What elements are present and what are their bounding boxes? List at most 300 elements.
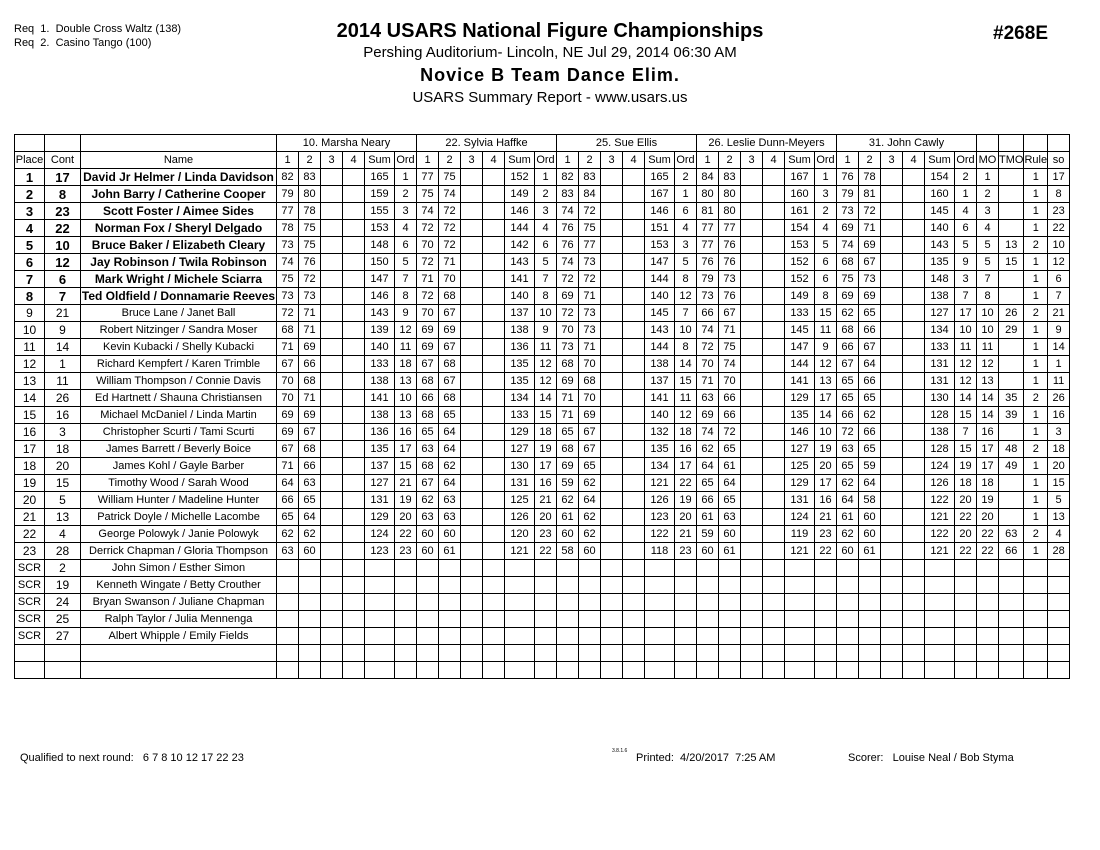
cell-score2-j3: 76 bbox=[719, 254, 741, 271]
cell-score2-j1: 74 bbox=[439, 186, 461, 203]
cell-rule: 1 bbox=[1024, 424, 1048, 441]
cell-name: Bryan Swanson / Juliane Chapman bbox=[81, 594, 277, 611]
cell-score1-j0: 82 bbox=[277, 169, 299, 186]
cell-score3-j2 bbox=[601, 645, 623, 662]
cell-score3-j2 bbox=[601, 458, 623, 475]
cell-sum-j2: 135 bbox=[645, 441, 675, 458]
cell-score1-j0: 67 bbox=[277, 441, 299, 458]
cell-ord-j4 bbox=[955, 594, 977, 611]
cell-ord-j3 bbox=[815, 611, 837, 628]
cell-score3-j0 bbox=[321, 509, 343, 526]
cell-sum-j0: 138 bbox=[365, 373, 395, 390]
table-row[interactable] bbox=[15, 390, 1070, 407]
cell-name: Christopher Scurti / Tami Scurti bbox=[81, 424, 277, 441]
cell-score3-j3 bbox=[741, 288, 763, 305]
cell-score1-j1: 66 bbox=[417, 390, 439, 407]
cell-sum-j3: 129 bbox=[785, 475, 815, 492]
cell-ord-j1: 6 bbox=[535, 237, 557, 254]
cell-score2-j1: 69 bbox=[439, 322, 461, 339]
cell-score2-j1: 68 bbox=[439, 288, 461, 305]
cell-score1-j2: 76 bbox=[557, 237, 579, 254]
cell-score1-j3: 73 bbox=[697, 288, 719, 305]
cell-name: Kevin Kubacki / Shelly Kubacki bbox=[81, 339, 277, 356]
cell-score2-j3 bbox=[719, 594, 741, 611]
cell-score1-j2: 83 bbox=[557, 186, 579, 203]
cell-ord-j1 bbox=[535, 611, 557, 628]
cell-score1-j2: 74 bbox=[557, 254, 579, 271]
table-row[interactable] bbox=[15, 577, 1070, 594]
cell-score2-j1 bbox=[439, 662, 461, 679]
cell-score1-j3: 72 bbox=[697, 339, 719, 356]
cell-score3-j0 bbox=[321, 628, 343, 645]
cell-score1-j3 bbox=[697, 594, 719, 611]
cell-mo: 5 bbox=[977, 237, 999, 254]
cell-score2-j3: 64 bbox=[719, 475, 741, 492]
cell-score4-j1 bbox=[483, 305, 505, 322]
cell-tmo bbox=[999, 594, 1024, 611]
table-row[interactable] bbox=[15, 662, 1070, 679]
cell-score1-j0: 71 bbox=[277, 339, 299, 356]
cell-ord-j1 bbox=[535, 662, 557, 679]
cell-score1-j4: 69 bbox=[837, 288, 859, 305]
cell-so: 15 bbox=[1048, 475, 1070, 492]
cell-tmo bbox=[999, 356, 1024, 373]
cell-ord-j1: 5 bbox=[535, 254, 557, 271]
cell-ord-j4 bbox=[955, 645, 977, 662]
cell-score2-j3: 74 bbox=[719, 356, 741, 373]
cell-score4-j3 bbox=[763, 611, 785, 628]
cell-sum-j3: 135 bbox=[785, 407, 815, 424]
cell-mo: 13 bbox=[977, 373, 999, 390]
cell-score1-j4 bbox=[837, 662, 859, 679]
table-row[interactable] bbox=[15, 594, 1070, 611]
cell-score4-j1 bbox=[483, 220, 505, 237]
table-row[interactable] bbox=[15, 373, 1070, 390]
table-row[interactable] bbox=[15, 220, 1070, 237]
cell-score3-j2 bbox=[601, 254, 623, 271]
cell-score3-j2 bbox=[601, 373, 623, 390]
cell-sum-j1: 143 bbox=[505, 254, 535, 271]
cell-name: Timothy Wood / Sarah Wood bbox=[81, 475, 277, 492]
cell-score2-j1: 68 bbox=[439, 356, 461, 373]
cell-score4-j1 bbox=[483, 254, 505, 271]
cell-ord-j2: 15 bbox=[675, 373, 697, 390]
cell-tmo bbox=[999, 662, 1024, 679]
cell-score3-j4 bbox=[881, 577, 903, 594]
cell-score4-j0 bbox=[343, 611, 365, 628]
cell-sum-j4: 140 bbox=[925, 220, 955, 237]
cell-score1-j3: 80 bbox=[697, 186, 719, 203]
table-row[interactable] bbox=[15, 169, 1070, 186]
table-row[interactable] bbox=[15, 611, 1070, 628]
cell-score2-j3: 65 bbox=[719, 441, 741, 458]
cell-score4-j3 bbox=[763, 390, 785, 407]
cell-so: 7 bbox=[1048, 288, 1070, 305]
cell-score2-j4: 62 bbox=[859, 407, 881, 424]
cell-name: James Kohl / Gayle Barber bbox=[81, 458, 277, 475]
cell-ord-j1: 2 bbox=[535, 186, 557, 203]
cell-sum-j4: 154 bbox=[925, 169, 955, 186]
cell-rule: 2 bbox=[1024, 390, 1048, 407]
table-row[interactable] bbox=[15, 322, 1070, 339]
cell-score2-j0: 68 bbox=[299, 373, 321, 390]
cell-score3-j2 bbox=[601, 407, 623, 424]
cell-ord-j4: 5 bbox=[955, 237, 977, 254]
cell-sum-j4: 130 bbox=[925, 390, 955, 407]
table-row[interactable] bbox=[15, 339, 1070, 356]
cell-place: 12 bbox=[15, 356, 45, 373]
cell-rule: 2 bbox=[1024, 237, 1048, 254]
cell-score2-j4 bbox=[859, 611, 881, 628]
cell-score4-j1 bbox=[483, 594, 505, 611]
cell-ord-j0: 5 bbox=[395, 254, 417, 271]
cell-score4-j0 bbox=[343, 645, 365, 662]
cell-rule: 1 bbox=[1024, 475, 1048, 492]
cell-ord-j3: 3 bbox=[815, 186, 837, 203]
cell-score1-j3 bbox=[697, 645, 719, 662]
cell-ord-j0 bbox=[395, 628, 417, 645]
cell-score1-j0 bbox=[277, 594, 299, 611]
report-subtitle: USARS Summary Report - www.usars.us bbox=[412, 89, 688, 106]
cell-sum-j4 bbox=[925, 594, 955, 611]
cell-name: William Hunter / Madeline Hunter bbox=[81, 492, 277, 509]
cell-score4-j4 bbox=[903, 645, 925, 662]
cell-ord-j4: 17 bbox=[955, 305, 977, 322]
cell-score4-j1 bbox=[483, 237, 505, 254]
cell-tmo: 13 bbox=[999, 237, 1024, 254]
cell-score2-j2: 72 bbox=[579, 271, 601, 288]
cell-score3-j1 bbox=[461, 594, 483, 611]
cell-score2-j0: 83 bbox=[299, 169, 321, 186]
cell-score3-j4 bbox=[881, 305, 903, 322]
cell-sum-j3 bbox=[785, 645, 815, 662]
cell-name: William Thompson / Connie Davis bbox=[81, 373, 277, 390]
cell-ord-j4: 12 bbox=[955, 373, 977, 390]
cell-score2-j1: 67 bbox=[439, 339, 461, 356]
cell-score3-j2 bbox=[601, 475, 623, 492]
cell-score3-j3 bbox=[741, 186, 763, 203]
cell-score3-j1 bbox=[461, 339, 483, 356]
cell-mo: 22 bbox=[977, 543, 999, 560]
cell-score3-j0 bbox=[321, 373, 343, 390]
cell-score3-j0 bbox=[321, 458, 343, 475]
cell-ord-j1: 23 bbox=[535, 526, 557, 543]
cell-ord-j0: 6 bbox=[395, 237, 417, 254]
cell-mo bbox=[977, 560, 999, 577]
cell-sum-j3: 121 bbox=[785, 543, 815, 560]
cell-ord-j4: 6 bbox=[955, 220, 977, 237]
cell-ord-j1: 8 bbox=[535, 288, 557, 305]
cell-place: 8 bbox=[15, 288, 45, 305]
table-row[interactable] bbox=[15, 271, 1070, 288]
cell-score4-j0 bbox=[343, 492, 365, 509]
col-mo: MO bbox=[977, 152, 999, 169]
cell-score3-j4 bbox=[881, 339, 903, 356]
cell-score2-j4: 60 bbox=[859, 509, 881, 526]
cell-score2-j2: 60 bbox=[579, 543, 601, 560]
cell-sum-j0: 146 bbox=[365, 288, 395, 305]
table-row[interactable] bbox=[15, 560, 1070, 577]
cell-score3-j3 bbox=[741, 254, 763, 271]
cell-score4-j0 bbox=[343, 186, 365, 203]
cell-mo: 14 bbox=[977, 407, 999, 424]
cell-name: Michael McDaniel / Linda Martin bbox=[81, 407, 277, 424]
cell-score1-j4: 66 bbox=[837, 407, 859, 424]
cell-ord-j3: 12 bbox=[815, 356, 837, 373]
table-row[interactable] bbox=[15, 356, 1070, 373]
cell-score2-j2 bbox=[579, 628, 601, 645]
table-row[interactable] bbox=[15, 407, 1070, 424]
table-row[interactable] bbox=[15, 203, 1070, 220]
cell-score1-j2: 61 bbox=[557, 509, 579, 526]
cell-score4-j3 bbox=[763, 424, 785, 441]
cell-score3-j0 bbox=[321, 645, 343, 662]
cell-score4-j3 bbox=[763, 339, 785, 356]
cell-place: 20 bbox=[15, 492, 45, 509]
cell-so bbox=[1048, 594, 1070, 611]
cell-score4-j3 bbox=[763, 560, 785, 577]
cell-score4-j4 bbox=[903, 271, 925, 288]
cell-sum-j2: 140 bbox=[645, 288, 675, 305]
table-row[interactable] bbox=[15, 526, 1070, 543]
cell-ord-j1: 22 bbox=[535, 543, 557, 560]
cell-score2-j1: 64 bbox=[439, 475, 461, 492]
cell-score2-j0 bbox=[299, 560, 321, 577]
cell-ord-j3: 1 bbox=[815, 169, 837, 186]
cell-so bbox=[1048, 645, 1070, 662]
cell-score2-j2 bbox=[579, 560, 601, 577]
cell-score2-j0: 71 bbox=[299, 322, 321, 339]
table-row[interactable] bbox=[15, 305, 1070, 322]
cell-score3-j0 bbox=[321, 186, 343, 203]
cell-score4-j0 bbox=[343, 441, 365, 458]
col-score3-j3: 3 bbox=[741, 152, 763, 169]
cell-sum-j4: 128 bbox=[925, 407, 955, 424]
cell-score2-j0: 76 bbox=[299, 254, 321, 271]
cell-sum-j0 bbox=[365, 560, 395, 577]
cell-score3-j0 bbox=[321, 611, 343, 628]
cell-ord-j4: 20 bbox=[955, 492, 977, 509]
requirement-1: Req 1. Double Cross Waltz (138) bbox=[14, 23, 182, 35]
cell-score1-j4: 72 bbox=[837, 424, 859, 441]
table-row[interactable] bbox=[15, 237, 1070, 254]
cell-score4-j3 bbox=[763, 543, 785, 560]
cell-score4-j4 bbox=[903, 543, 925, 560]
cell-score1-j0: 67 bbox=[277, 356, 299, 373]
cell-ord-j3 bbox=[815, 577, 837, 594]
cell-score3-j4 bbox=[881, 611, 903, 628]
cell-score1-j3 bbox=[697, 611, 719, 628]
cell-so: 9 bbox=[1048, 322, 1070, 339]
cell-ord-j2: 7 bbox=[675, 305, 697, 322]
cell-sum-j1 bbox=[505, 594, 535, 611]
cell-score4-j1 bbox=[483, 645, 505, 662]
requirement-2: Req 2. Casino Tango (100) bbox=[14, 37, 152, 49]
cell-place: 4 bbox=[15, 220, 45, 237]
cell-name: Mark Wright / Michele Sciarra bbox=[81, 271, 277, 288]
cell-sum-j2: 167 bbox=[645, 186, 675, 203]
cell-sum-j1: 142 bbox=[505, 237, 535, 254]
cell-ord-j2: 10 bbox=[675, 322, 697, 339]
cell-score3-j1 bbox=[461, 407, 483, 424]
cell-ord-j3: 11 bbox=[815, 322, 837, 339]
cell-score4-j0 bbox=[343, 458, 365, 475]
cell-score1-j3 bbox=[697, 577, 719, 594]
cell-place: 23 bbox=[15, 543, 45, 560]
cell-ord-j4: 22 bbox=[955, 509, 977, 526]
venue-line: Pershing Auditorium- Lincoln, NE Jul 29, 2014 06:30 AM bbox=[363, 44, 737, 61]
cell-ord-j1: 21 bbox=[535, 492, 557, 509]
col-score3-j2: 3 bbox=[601, 152, 623, 169]
cell-sum-j3: 149 bbox=[785, 288, 815, 305]
table-row[interactable] bbox=[15, 492, 1070, 509]
table-row[interactable] bbox=[15, 288, 1070, 305]
cell-ord-j0: 11 bbox=[395, 339, 417, 356]
cell-place: 14 bbox=[15, 390, 45, 407]
cell-score4-j3 bbox=[763, 305, 785, 322]
cell-ord-j3: 9 bbox=[815, 339, 837, 356]
cell-score2-j0: 73 bbox=[299, 288, 321, 305]
cell-ord-j0: 3 bbox=[395, 203, 417, 220]
cell-score4-j2 bbox=[623, 254, 645, 271]
table-row[interactable] bbox=[15, 509, 1070, 526]
cell-sum-j4 bbox=[925, 577, 955, 594]
cell-score2-j2: 73 bbox=[579, 322, 601, 339]
cell-mo: 5 bbox=[977, 254, 999, 271]
cell-tmo bbox=[999, 220, 1024, 237]
cell-score1-j0: 75 bbox=[277, 271, 299, 288]
cell-score2-j2: 69 bbox=[579, 407, 601, 424]
cell-score1-j3: 77 bbox=[697, 220, 719, 237]
cell-place: 18 bbox=[15, 458, 45, 475]
cell-place: 6 bbox=[15, 254, 45, 271]
table-row[interactable] bbox=[15, 628, 1070, 645]
cell-score3-j0 bbox=[321, 441, 343, 458]
cell-score1-j2: 58 bbox=[557, 543, 579, 560]
cell-score2-j1 bbox=[439, 560, 461, 577]
spacer-cell bbox=[977, 135, 999, 152]
cell-score2-j1: 75 bbox=[439, 169, 461, 186]
cell-score3-j0 bbox=[321, 407, 343, 424]
cell-score1-j0: 72 bbox=[277, 305, 299, 322]
cell-score4-j2 bbox=[623, 628, 645, 645]
cell-mo bbox=[977, 577, 999, 594]
cell-score1-j3: 71 bbox=[697, 373, 719, 390]
cell-ord-j3: 17 bbox=[815, 390, 837, 407]
cell-score1-j1: 62 bbox=[417, 492, 439, 509]
cell-score1-j3: 84 bbox=[697, 169, 719, 186]
cell-score1-j3: 70 bbox=[697, 356, 719, 373]
cell-score1-j0: 64 bbox=[277, 475, 299, 492]
cell-score1-j3 bbox=[697, 560, 719, 577]
cell-score2-j3: 66 bbox=[719, 407, 741, 424]
cell-ord-j1 bbox=[535, 628, 557, 645]
cell-ord-j3: 8 bbox=[815, 288, 837, 305]
cell-place: 1 bbox=[15, 169, 45, 186]
cell-sum-j2: 126 bbox=[645, 492, 675, 509]
cell-so: 3 bbox=[1048, 424, 1070, 441]
cell-score3-j4 bbox=[881, 560, 903, 577]
cell-score2-j4: 71 bbox=[859, 220, 881, 237]
cell-name: Scott Foster / Aimee Sides bbox=[81, 203, 277, 220]
cell-score4-j4 bbox=[903, 628, 925, 645]
cell-mo: 14 bbox=[977, 390, 999, 407]
cell-tmo bbox=[999, 475, 1024, 492]
cell-rule: 1 bbox=[1024, 254, 1048, 271]
cell-ord-j3: 2 bbox=[815, 203, 837, 220]
cell-score3-j4 bbox=[881, 288, 903, 305]
cell-score1-j4: 74 bbox=[837, 237, 859, 254]
cell-rule: 1 bbox=[1024, 220, 1048, 237]
cell-sum-j4: 121 bbox=[925, 543, 955, 560]
cell-score1-j0: 65 bbox=[277, 509, 299, 526]
cell-sum-j4: 145 bbox=[925, 203, 955, 220]
cell-sum-j1: 126 bbox=[505, 509, 535, 526]
cell-ord-j2: 12 bbox=[675, 407, 697, 424]
qualified-next-round: Qualified to next round: 6 7 8 10 12 17 22 23 bbox=[20, 752, 244, 764]
table-row[interactable] bbox=[15, 254, 1070, 271]
cell-ord-j4 bbox=[955, 611, 977, 628]
cell-score4-j0 bbox=[343, 407, 365, 424]
cell-rule: 1 bbox=[1024, 186, 1048, 203]
cell-sum-j0: 138 bbox=[365, 407, 395, 424]
table-row[interactable] bbox=[15, 186, 1070, 203]
cell-sum-j0: 124 bbox=[365, 526, 395, 543]
table-row[interactable] bbox=[15, 441, 1070, 458]
cell-sum-j3 bbox=[785, 662, 815, 679]
cell-score2-j2: 64 bbox=[579, 492, 601, 509]
table-row[interactable] bbox=[15, 645, 1070, 662]
cell-score4-j3 bbox=[763, 271, 785, 288]
table-row[interactable] bbox=[15, 424, 1070, 441]
cell-score1-j2: 74 bbox=[557, 203, 579, 220]
cell-sum-j0: 155 bbox=[365, 203, 395, 220]
cell-sum-j4 bbox=[925, 628, 955, 645]
cell-rule bbox=[1024, 560, 1048, 577]
cell-sum-j4: 131 bbox=[925, 373, 955, 390]
cell-score1-j1: 60 bbox=[417, 543, 439, 560]
cell-score2-j4: 65 bbox=[859, 390, 881, 407]
cell-score3-j2 bbox=[601, 509, 623, 526]
cell-ord-j2: 12 bbox=[675, 288, 697, 305]
cell-ord-j0: 19 bbox=[395, 492, 417, 509]
cell-score1-j0: 74 bbox=[277, 254, 299, 271]
page-title: 2014 USARS National Figure Championships bbox=[336, 20, 764, 42]
cell-ord-j2: 17 bbox=[675, 458, 697, 475]
cell-ord-j0 bbox=[395, 594, 417, 611]
cell-score3-j3 bbox=[741, 645, 763, 662]
cell-score2-j4: 60 bbox=[859, 526, 881, 543]
table-row[interactable] bbox=[15, 543, 1070, 560]
col-sum-j2: Sum bbox=[645, 152, 675, 169]
cell-score1-j2: 68 bbox=[557, 441, 579, 458]
cell-score1-j0: 62 bbox=[277, 526, 299, 543]
cell-score3-j4 bbox=[881, 373, 903, 390]
table-row[interactable] bbox=[15, 458, 1070, 475]
cell-score3-j1 bbox=[461, 288, 483, 305]
cell-ord-j4 bbox=[955, 662, 977, 679]
table-row[interactable] bbox=[15, 475, 1070, 492]
cell-sum-j1: 129 bbox=[505, 424, 535, 441]
col-score3-j0: 3 bbox=[321, 152, 343, 169]
cell-score1-j0: 68 bbox=[277, 322, 299, 339]
cell-place: SCR bbox=[15, 577, 45, 594]
cell-score2-j4: 67 bbox=[859, 339, 881, 356]
cell-score4-j3 bbox=[763, 288, 785, 305]
cell-score3-j2 bbox=[601, 237, 623, 254]
version-stamp: 3.8.1.6 bbox=[612, 748, 628, 754]
cell-sum-j3: 133 bbox=[785, 305, 815, 322]
